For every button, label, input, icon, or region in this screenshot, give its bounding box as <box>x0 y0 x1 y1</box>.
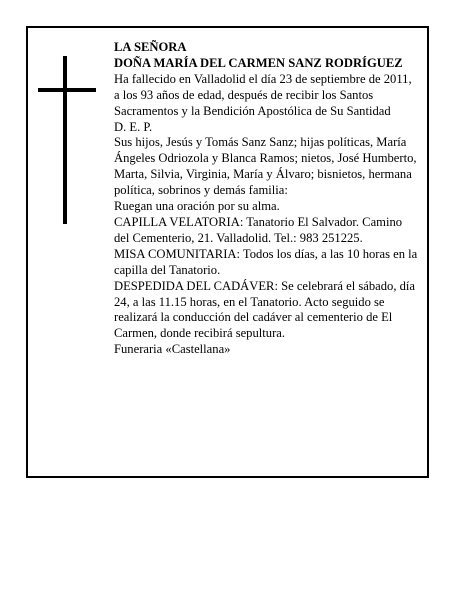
mass-info: MISA COMUNITARIA: Todos los días, a las 10 horas en la capilla del Tanatorio. <box>114 246 418 277</box>
cross-horizontal-bar <box>38 88 96 92</box>
obituary-notice <box>26 26 429 478</box>
latin-cross-icon <box>38 56 96 224</box>
family-list: Sus hijos, Jesús y Tomás Sanz Sanz; hijas políticas, María Ángeles Odriozola y Blanca Ramos; nietos, José Humberto, Marta, Silvia, Virginia, María y Álvaro; bisnietos, hermana política, sobrinos y demás familia: <box>114 135 417 198</box>
prayer-request: Ruegan una oración por su alma. <box>114 199 280 214</box>
obituary-text <box>114 40 420 358</box>
deceased-name: DOÑA MARÍA DEL CARMEN SANZ RODRÍGUEZ <box>114 55 403 70</box>
chapel-info: CAPILLA VELATORIA: Tanatorio El Salvador. Camino del Cementerio, 21. Valladolid. Tel.: 983 251225. <box>114 214 403 245</box>
dep-line: D. E. P. <box>114 119 153 134</box>
title-line: LA SEÑORA <box>114 40 187 54</box>
cross-vertical-bar <box>63 56 67 224</box>
farewell-info: DESPEDIDA DEL CADÁVER: Se celebrará el sábado, día 24, a las 11.15 horas, en el Tanatorio. Acto seguido se realizará la conducción del cadáver al cementerio de El Carmen, donde recibirá sepultura. <box>114 278 416 341</box>
funeral-home: Funeraria «Castellana» <box>114 342 231 357</box>
announcement: Ha fallecido en Valladolid el día 23 de septiembre de 2011, a los 93 años de edad, después de recibir los Santos Sacramentos y la Bendición Apostólica de Su Santidad <box>114 71 412 118</box>
